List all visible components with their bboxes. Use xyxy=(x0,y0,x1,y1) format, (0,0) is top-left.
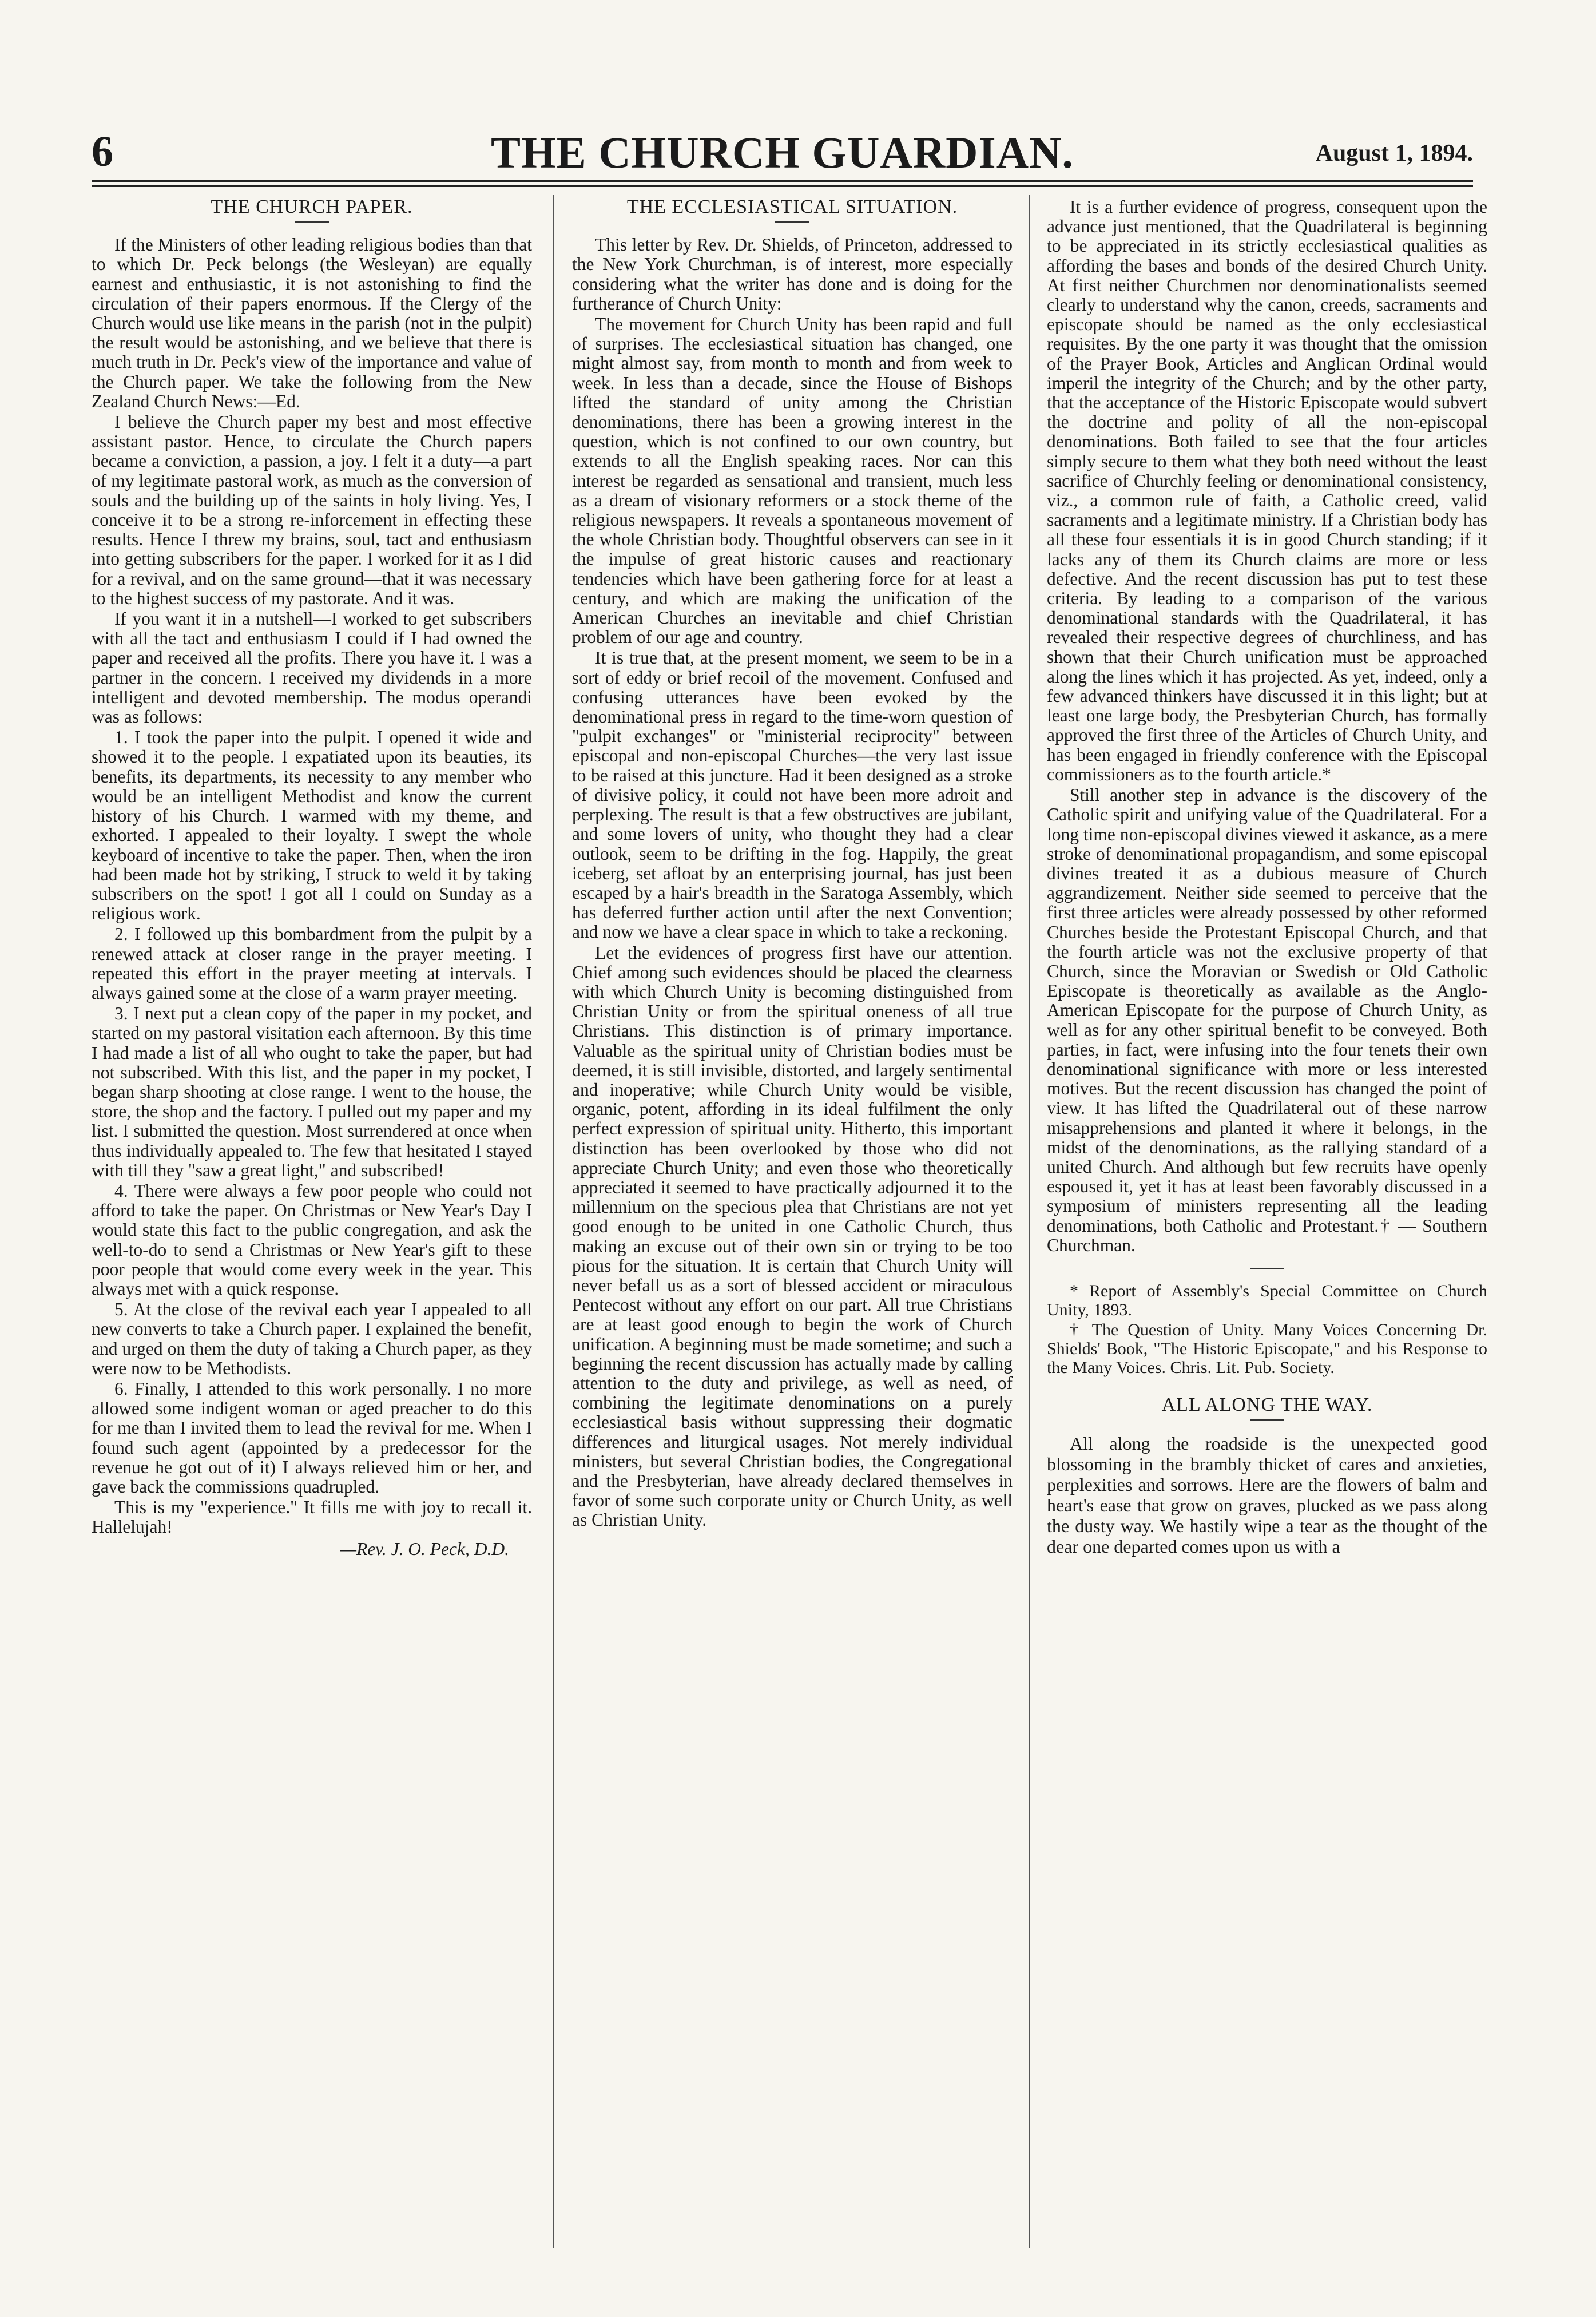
paragraph: This is my "experience." It fills me with joy to recall it. Hallelujah! xyxy=(92,1497,532,1537)
footnote: * Report of Assembly's Special Committee on Church Unity, 1893. xyxy=(1047,1281,1487,1319)
paragraph: It is true that, at the present moment, we seem to be in a sort of eddy or brief recoil of the movement. Confused and confusing utterances have been evoked by the denominational press in regard to the time-worn question of "pulpit exchanges" or "ministerial reciprocity" between episcopal and non-episcopal Churches—the very last issue to be raised at this juncture. Had it been designed as a stroke of divisive policy, it could not have been more adroit and perplexing. The result is that a few obstructives are jubilant, and some lovers of unity, who thought they had a clear outlook, seem to be drifting in the fog. Happily, the great iceberg, set afloat by an enterprising journal, has just been escaped by a hair's breadth in the Saratoga Assembly, which has deferred further action until after the next Convention; and now we have a clear space in which to take a reckoning. xyxy=(572,648,1013,942)
article-continuation xyxy=(1047,197,1487,1557)
footnote-rule xyxy=(1250,1268,1284,1269)
paragraph: 1. I took the paper into the pulpit. I opened it wide and showed it to the people. I expatiated upon its beauties, its benefits, its departments, its necessity to any member who would be an intelligent Methodist and know the current history of his Church. I warmed with my theme, and exhorted. I appealed to their loyalty. I swept the whole keyboard of incentive to take the paper. Then, when the iron had been made hot by striking, I struck to weld it by taking subscribers on the spot! I got all I could on Sunday as a religious work. xyxy=(92,727,532,924)
paragraph: 2. I followed up this bombardment from the pulpit by a renewed attack at closer range in the prayer meeting. I repeated this effort in the prayer meeting at intervals. I always gained some at the close of a warm prayer meeting. xyxy=(92,924,532,1003)
masthead xyxy=(92,127,1473,178)
paragraph: All along the roadside is the unexpected good blossoming in the brambly thicket of cares and anxieties, perplexities and sorrows. Here are the flowers of balm and heart's ease that grow on graves, plucked as we pass along the dusty way. We hastily wipe a tear as the thought of the dear one departed comes upon us with a xyxy=(1047,1433,1487,1557)
paragraph: 4. There were always a few poor people who could not afford to take the paper. On Christmas or New Year's Day I would state this fact to the public congregation, and ask the well-to-do to send a Christmas or New Year's gift to these poor people that would come every week in the year. This always met with a quick response. xyxy=(92,1180,532,1299)
article-church-paper xyxy=(92,197,532,1559)
paragraph: Still another step in advance is the discovery of the Catholic spirit and unifying value of the Quadrilateral. For a long time non-episcopal divines viewed it askance, as a mere stroke of denominational propagandism, and some episcopal divines treated it as a dubious measure of Church aggrandizement. Neither side seemed to perceive that the first three articles were already possessed by other reformed Churches beside the Protestant Episcopal Church, and that the fourth article was not the exclusive property of that Church, since the Moravian or Swedish or Old Catholic Episcopate is theoretically as available as the Anglo-American Episcopate for the purpose of Church Unity, as well as for any other spiritual benefit to be conveyed. Both parties, in fact, were infusing into the four tenets their own denominational significance with more or less interested motives. But the recent discussion has changed the point of view. It has lifted the Quadrilateral out of these narrow misapprehensions and planted it where it belongs, in the midst of the denominations, as the rallying standard of a united Church. And although but few recruits have openly espoused it, yet it has at least been favorably discussed in a symposium of ministers representing all the leading denominations, both Catholic and Protestant.† — Southern Churchman. xyxy=(1047,785,1487,1255)
article-ecclesiastical-situation xyxy=(572,197,1013,1530)
paragraph: I believe the Church paper my best and most effective assistant pastor. Hence, to circulate the Church papers became a conviction, a passion, a joy. I felt it a duty—a part of my legitimate pastoral work, as much as the conversion of souls and the building up of the saints in holy living. Yes, I conceive it to be a strong re-inforcement in effecting these results. Hence I threw my brains, soul, tact and enthusiasm into getting subscribers for the paper. I worked for it as I did for a revival, and on the same ground—that it was necessary to the highest success of my pastorate. And it was. xyxy=(92,412,532,608)
paragraph: Let the evidences of progress first have our attention. Chief among such evidences should be placed the clearness with which Church Unity is becoming distinguished from Christian Unity or from the spiritual oneness of all true Christians. This distinction is of primary importance. Valuable as the spiritual unity of Christian bodies must be deemed, it is still invisible, distorted, and largely sentimental and inoperative; while Church Unity would be visible, organic, potent, affording in its ideal fulfilment the only perfect expression of spiritual unity. Hitherto, this important distinction has been overlooked by those who did not appreciate Church Unity; and even those who theoretically appreciated it seemed to have practically adjourned it to the millennium on the specious plea that Christians are not yet good enough to be united in one Catholic Church, thus making an excuse out of their own sin or trying to be too pious for the situation. It is certain that Church Unity will never befall us as a sort of blessed accident or miraculous Pentecost without any effort on our part. All true Christians are at least good enough to begin the work of Church unification. A beginning must be made sometime; and such a beginning the recent discussion has actually made by calling attention to the duty and privilege, as well as need, of combining the legitimate denominations on a purely ecclesiastical basis without suppressing their dogmatic differences and liturgical usages. Not merely individual ministers, but several Christian bodies, the Congregational and the Presbyterian, have already declared themselves in favor of some such corporate unity or Church Unity, as well as Christian Unity. xyxy=(572,942,1013,1530)
paragraph: The movement for Church Unity has been rapid and full of surprises. The ecclesiastical situation has changed, one might almost say, from month to month and from week to week. In less than a decade, since the House of Bishops lifted the standard of unity among the Christian denominations, there has been a growing interest in the question, which is not confined to our own country, but extends to all the English speaking races. Nor can this interest be regarded as sensational and transient, much less as a dream of visionary reformers or a stock theme of the religious newspapers. It reveals a spontaneous movement of the whole Christian body. Thoughtful observers can see in it the impulse of great historic causes and reactionary tendencies which have been gathering force for at least a century, and which are making the unification of the American Churches an inevitable and chief Christian problem of our age and country. xyxy=(572,314,1013,648)
header-rule xyxy=(92,180,1473,182)
issue-date: August 1, 1894. xyxy=(1315,140,1473,166)
article-title: THE CHURCH PAPER. xyxy=(211,196,413,217)
footnote: † The Question of Unity. Many Voices Concerning Dr. Shields' Book, "The Historic Episcopate," and his Response to the Many Voices. Chris. Lit. Pub. Society. xyxy=(1047,1320,1487,1377)
author-signature: —Rev. J. O. Peck, D.D. xyxy=(340,1538,509,1559)
paragraph: 6. Finally, I attended to this work personally. I no more allowed some indigent woman or aged preacher to do this for me than I invited them to lead the revival for me. When I found such agent (appointed by a predecessor for the revenue he got out of it) I always relieved him or her, and gave back the commissions quadrupled. xyxy=(92,1378,532,1497)
column-divider xyxy=(1029,195,1030,2248)
editor-intro: This letter by Rev. Dr. Shields, of Princeton, addressed to the New York Churchman, is of interest, more especially considering what the writer has done and is doing for the furtherance of Church Unity: xyxy=(572,235,1013,314)
paragraph: If you want it in a nutshell—I worked to get subscribers with all the tact and enthusiasm I could if I had owned the paper and received all the profits. There you have it. I was a partner in the concern. I received my dividends in a more intelligent and devoted membership. The modus operandi was as follows: xyxy=(92,609,532,727)
title-dash xyxy=(295,221,329,223)
column-divider xyxy=(553,195,554,2248)
header-rule-thin xyxy=(92,185,1473,187)
article-title: ALL ALONG THE WAY. xyxy=(1161,1394,1373,1415)
page-number: 6 xyxy=(92,128,113,176)
title-dash xyxy=(775,221,809,223)
paragraph: 3. I next put a clean copy of the paper in my pocket, and started on my pastoral visitation each afternoon. By this time I had made a list of all who ought to take the paper, but had not subscribed. With this list, and the paper in my pocket, I began sharp shooting at close range. I went to the house, the store, the shop and the factory. I pulled out my paper and my list. I submitted the question. Most surrendered at once when thus individually appealed to. The few that hesitated I stayed with till they "saw a great light," and subscribed! xyxy=(92,1003,532,1180)
editor-intro: If the Ministers of other leading religious bodies than that to which Dr. Peck belongs (the Wesleyan) are equally earnest and enthusiastic, it is not astonishing to find the circulation of their papers enormous. If the Clergy of the Church would use like means in the parish (not in the pulpit) the result would be astonishing, and we believe that there is much truth in Dr. Peck's view of the importance and value of the Church paper. We take the following from the New Zealand Church News:—Ed. xyxy=(92,235,532,411)
paragraph: It is a further evidence of progress, consequent upon the advance just mentioned, that the Quadrilateral is beginning to be appreciated in its strictly ecclesiastical qualities as affording the bases and bonds of the desired Church Unity. At first neither Churchmen nor denominationalists seemed clearly to understand why the canon, creeds, sacraments and episcopate should be named as the only ecclesiastical requisites. By the one party it was thought that the omission of the Prayer Book, Articles and Anglican Ordinal would imperil the integrity of the Church; and by the other party, that the acceptance of the Historic Episcopate would subvert the doctrine and polity of all the non-episcopal denominations. Both failed to see that the four articles simply secure to them what they both need without the least sacrifice of Churchly feeling or denominational consistency, viz., a common rule of faith, a Catholic creed, valid sacraments and a legitimate ministry. If a Christian body has all these four essentials it is in good Church standing; if it lacks any of them its Church claims are more or less defective. And the recent discussion has put to test these criteria. By leading to a comparison of the various denominational standards with the Quadrilateral, it has revealed their respective degrees of churchliness, and has shown that their Church unification must be approached along the lines which it has projected. As yet, indeed, only a few advanced thinkers have discussed it in this light; but at least one large body, the Presbyterian Church, has formally approved the first three of the Articles of Church Unity, and has been engaged in friendly conference with the Episcopal commissioners as to the fourth article.* xyxy=(1047,197,1487,784)
paper-title: THE CHURCH GUARDIAN. xyxy=(491,128,1074,177)
article-title: THE ECCLESIASTICAL SITUATION. xyxy=(626,196,958,217)
paragraph: 5. At the close of the revival each year I appealed to all new converts to take a Church paper. I explained the benefit, and urged on them the duty of taking a Church paper, as they were now to be Methodists. xyxy=(92,1299,532,1378)
title-dash xyxy=(1250,1419,1284,1421)
